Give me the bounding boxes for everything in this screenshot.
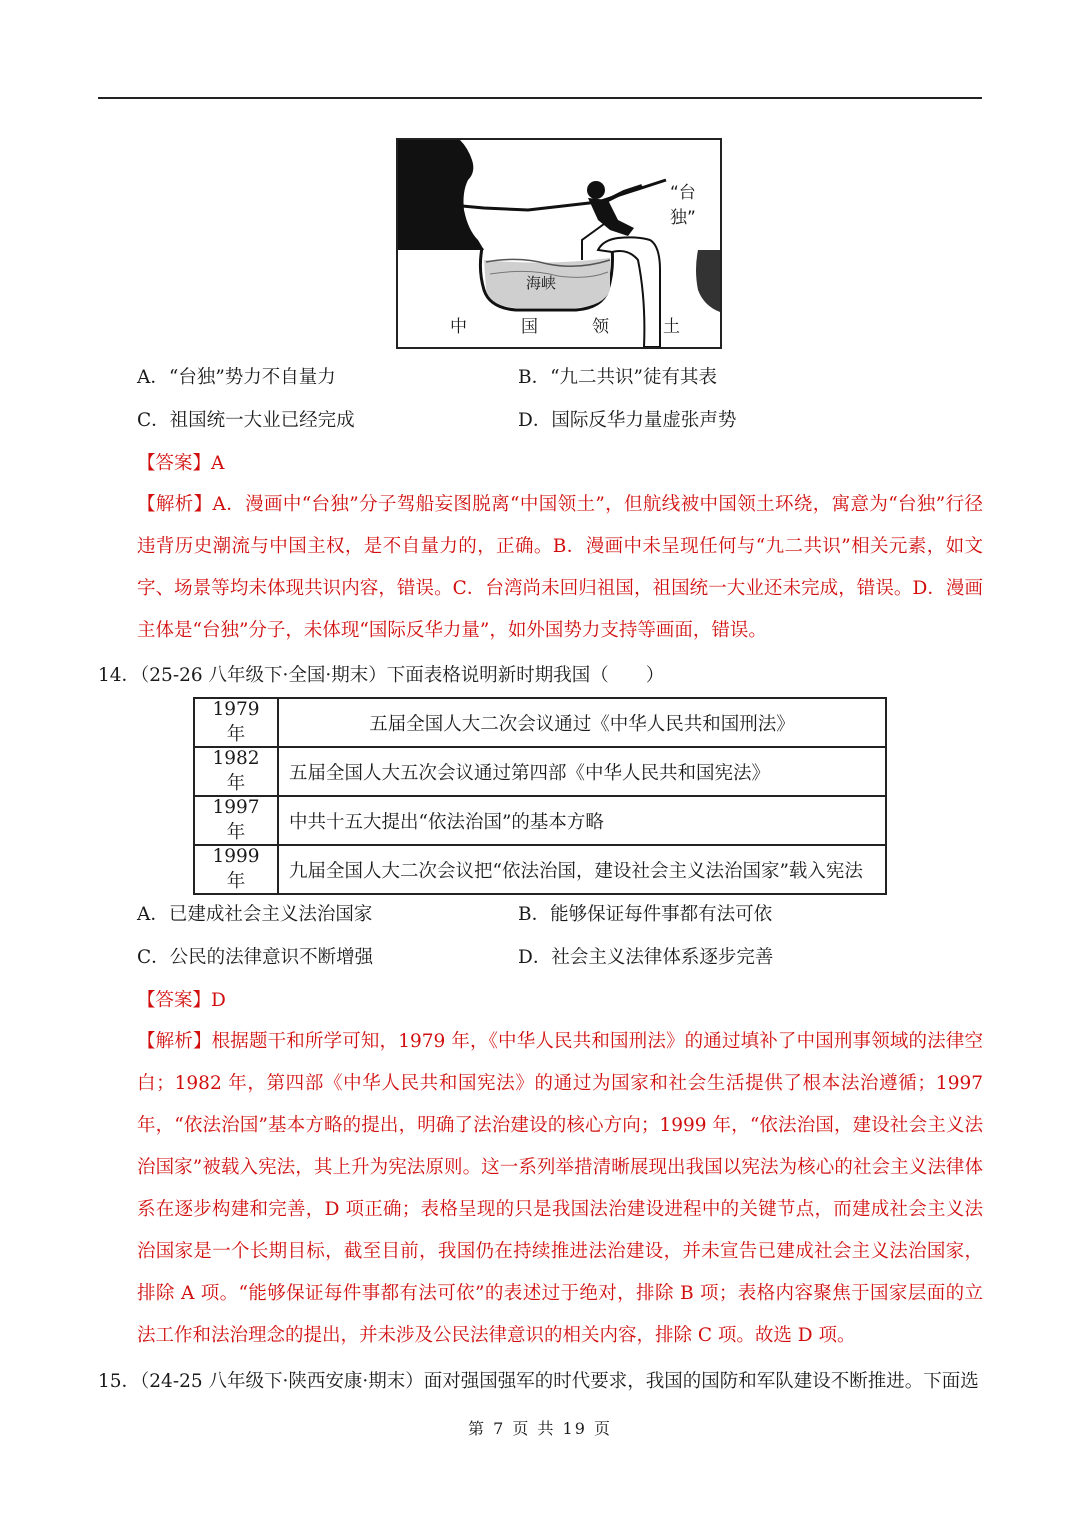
table-row: [194, 747, 886, 796]
q13-option-a: A．“台独”势力不自量力: [137, 367, 336, 388]
cartoon-figure: [396, 138, 722, 349]
table-cell-event: 九届全国人大二次会议把“依法治国，建设社会主义法治国家”载入宪法: [278, 845, 886, 894]
answer-tag: 【答案】: [137, 990, 212, 1011]
q14-option-b: B．能够保证每件事都有法可依: [518, 904, 773, 925]
territory-char: 中: [450, 317, 467, 337]
cartoon-label-taidu: “台独”: [670, 183, 696, 228]
table-cell-event: 中共十五大提出“依法治国”的基本方略: [278, 796, 886, 845]
territory-char: 国: [521, 317, 538, 337]
territory-char: 领: [592, 317, 609, 337]
table-row: [194, 796, 886, 845]
q14-answer: [137, 988, 226, 1014]
analysis-text: A．漫画中“台独”分子驾船妄图脱离“中国领土”，但航线被中国领土环绕，寓意为“台独”行径违背历史潮流与中国主权，是不自量力的，正确。B．漫画中未呈现任何与“九二共识”相关元素，如文字、场景等均未体现共识内容，错误。C．台湾尚未回归祖国，祖国统一大业还未完成，错误。D．漫画主体是“台独”分子，未体现“国际反华力量”，如外国势力支持等画面，错误。: [137, 494, 983, 641]
table-cell-year: 1999 年: [194, 845, 278, 894]
q14-table: [193, 697, 887, 895]
q13-analysis: [137, 484, 983, 652]
q15-stem: 15．（24-25 八年级下·陕西安康·期末）面对强国强军的时代要求，我国的国防和军队建设不断推进。下面选: [98, 1371, 979, 1392]
table-cell-year: 1982 年: [194, 747, 278, 796]
analysis-text: 根据题干和所学可知，1979 年，《中华人民共和国刑法》的通过填补了中国刑事领域的法律空白；1982 年，第四部《中华人民共和国宪法》的通过为国家和社会生活提供了根本法治遵循；1997 年，“依法治国”基本方略的提出，明确了法治建设的核心方向；1999 年，“依法治国，建设社会主义法治国家”被载入宪法，其上升为宪法原则。这一系列举措清晰展现出我国以宪法为核心的社会主义法律体系在逐步构建和完善，D 项正确；表格呈现的只是我国法治建设进程中的关键节点，而建成社会主义法治国家是一个长期目标，截至目前，我国仍在持续推进法治建设，并未宣告已建成社会主义法治国家，排除 A 项。“能够保证每件事都有法可依”的表述过于绝对，排除 B 项；表格内容聚焦于国家层面的立法工作和法治理念的提出，并未涉及公民法律意识的相关内容，排除 C 项。故选 D 项。: [137, 1031, 983, 1346]
q14-option-a: A．已建成社会主义法治国家: [137, 904, 373, 925]
answer-value: D: [211, 990, 226, 1011]
q14-option-c: C．公民的法律意识不断增强: [137, 947, 374, 968]
cartoon-label-strait: 海峡: [526, 274, 557, 292]
table-cell-year: 1979 年: [194, 698, 278, 747]
header-rule: [98, 97, 982, 99]
page-footer: 第 7 页 共 19 页: [468, 1419, 612, 1438]
q13-option-b: B．“九二共识”徒有其表: [518, 367, 718, 388]
q14-option-d: D．社会主义法律体系逐步完善: [518, 947, 774, 968]
answer-value: A: [211, 453, 225, 474]
table-cell-event: 五届全国人大二次会议通过《中华人民共和国刑法》: [278, 698, 886, 747]
analysis-tag: 【解析】: [137, 494, 213, 515]
cartoon-label-territory: [450, 312, 680, 337]
analysis-tag: 【解析】: [137, 1031, 212, 1052]
q13-option-d: D．国际反华力量虚张声势: [518, 410, 737, 431]
q14-stem: 14．（25-26 八年级下·全国·期末）下面表格说明新时期我国（ ）: [98, 665, 665, 686]
q13-option-c: C．祖国统一大业已经完成: [137, 410, 355, 431]
q13-answer: [137, 451, 224, 477]
table-cell-year: 1997 年: [194, 796, 278, 845]
answer-tag: 【答案】: [137, 453, 212, 474]
table-row: [194, 698, 886, 747]
territory-char: 土: [663, 317, 680, 337]
q14-analysis: [137, 1021, 983, 1357]
table-cell-event: 五届全国人大五次会议通过第四部《中华人民共和国宪法》: [278, 747, 886, 796]
table-row: [194, 845, 886, 894]
